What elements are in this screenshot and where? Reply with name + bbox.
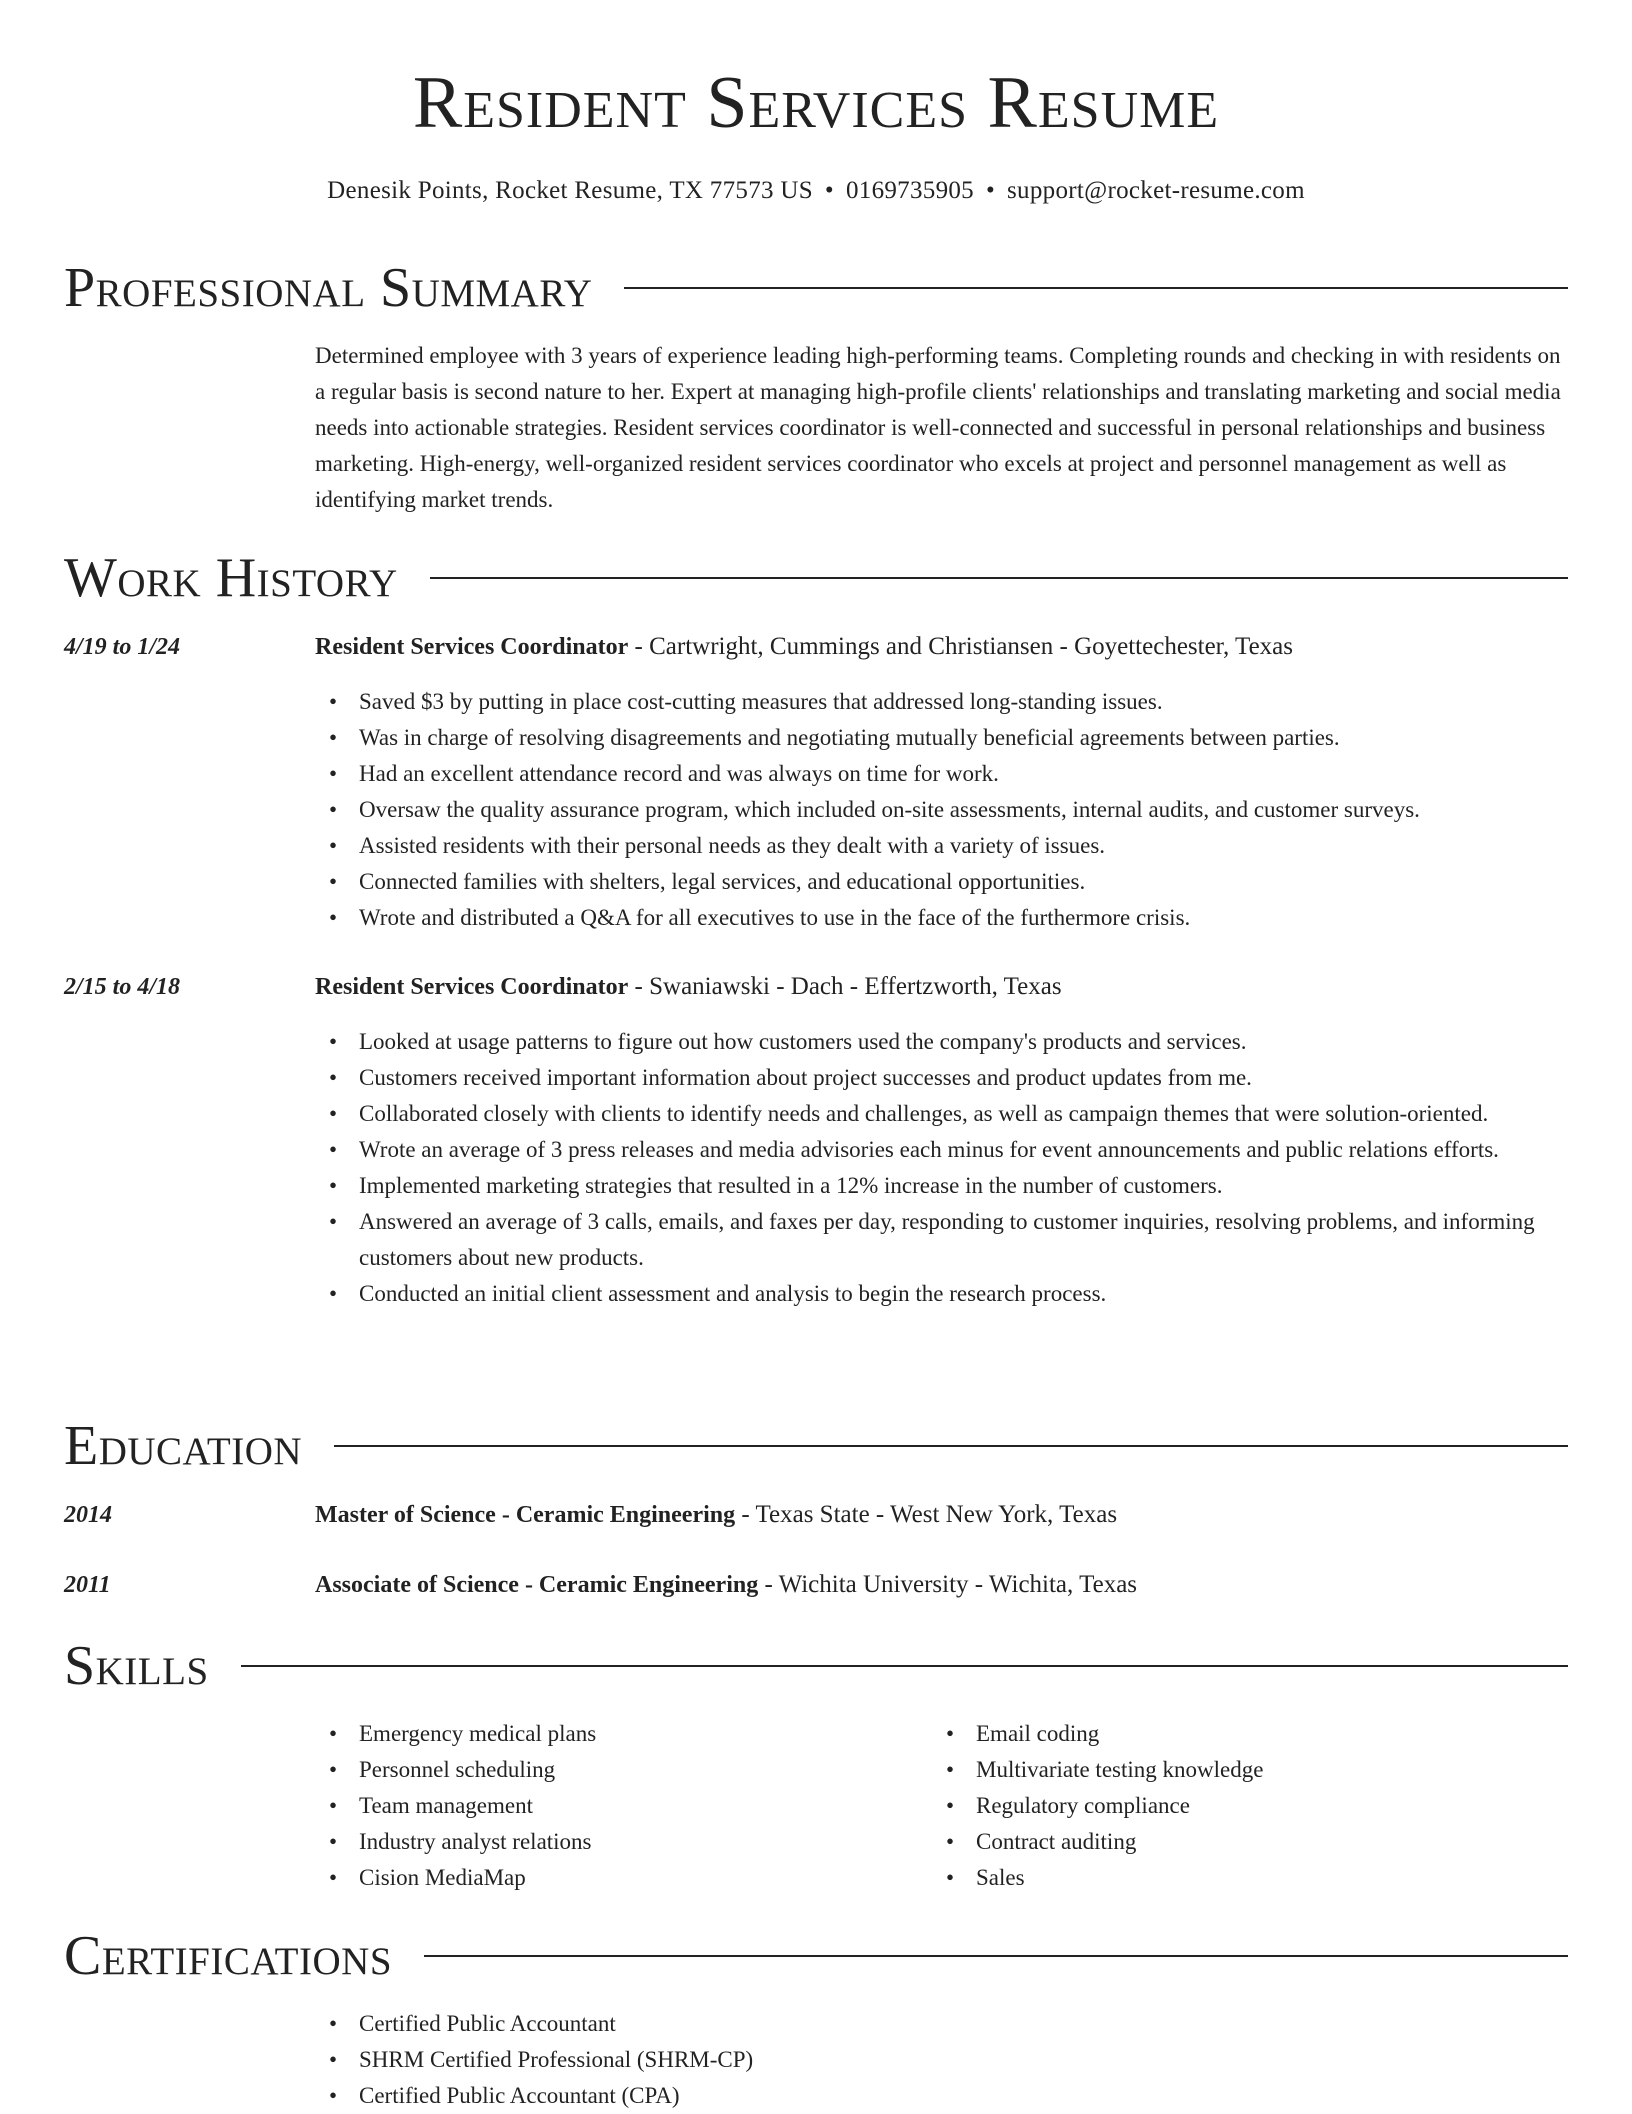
contact-separator: • [824, 177, 834, 204]
skill-item: • Emergency medical plans [359, 1716, 1609, 1752]
section-divider [624, 287, 1568, 289]
job-bullet: • Wrote and distributed a Q&A for all executives to use in the face of the furthermore crisis. [359, 900, 1609, 936]
section-header-certifications [64, 1921, 1568, 1991]
skill-item: • Personnel scheduling [359, 1752, 1609, 1788]
section-divider [424, 1955, 1568, 1957]
job-bullet: • Looked at usage patterns to figure out how customers used the company's products and services. [359, 1024, 1609, 1060]
education-entry [315, 1498, 1570, 1532]
skill-item: • Team management [359, 1788, 1609, 1824]
job-bullet: • Oversaw the quality assurance program, which included on-site assessments, internal audits, and customer surveys. [359, 792, 1609, 828]
job-bullet: • Customers received important information about project successes and product updates from me. [359, 1060, 1609, 1096]
job-bullet: • Was in charge of resolving disagreements and negotiating mutually beneficial agreements between parties. [359, 720, 1609, 756]
section-title-summary: Professional Summary [64, 257, 593, 319]
job-details: - Cartwright, Cummings and Christiansen - Goyettechester, Texas [628, 633, 1294, 660]
section-divider [334, 1445, 1568, 1447]
job-title: Resident Services Coordinator [315, 634, 629, 660]
section-title-skills: Skills [64, 1635, 209, 1697]
education-degree: Associate of Science - Ceramic Engineering [315, 1572, 759, 1598]
education-details: - Wichita University - Wichita, Texas [758, 1571, 1138, 1598]
certifications-list [315, 2006, 1609, 2114]
section-header-education [64, 1411, 1568, 1481]
education-details: - Texas State - West New York, Texas [735, 1501, 1118, 1528]
skills-list-right [932, 1716, 1632, 1896]
section-header-work-history [64, 543, 1568, 613]
skill-item: • Regulatory compliance [976, 1788, 1632, 1824]
section-header-summary [64, 253, 1568, 323]
job-bullet: • Implemented marketing strategies that resulted in a 12% increase in the number of customers. [359, 1168, 1609, 1204]
job-bullet: • Assisted residents with their personal needs as they dealt with a variety of issues. [359, 828, 1609, 864]
job-dates: 2/15 to 4/18 [64, 974, 181, 1000]
job-bullet: • Had an excellent attendance record and was always on time for work. [359, 756, 1609, 792]
section-title-certifications: Certifications [64, 1925, 393, 1987]
job-bullet: • Wrote an average of 3 press releases and media advisories each minus for event announcements and public relations efforts. [359, 1132, 1609, 1168]
section-header-skills [64, 1631, 1568, 1701]
job-details: - Swaniawski - Dach - Effertzworth, Texas [628, 973, 1062, 1000]
job-bullet: • Conducted an initial client assessment and analysis to begin the research process. [359, 1276, 1609, 1312]
education-year: 2011 [64, 1572, 111, 1598]
section-title-work-history: Work History [64, 547, 398, 609]
skill-item: • Contract auditing [976, 1824, 1632, 1860]
resume-title: Resident Services Resume [412, 62, 1220, 144]
job-bullet: • Saved $3 by putting in place cost-cutting measures that addressed long-standing issues. [359, 684, 1609, 720]
education-year: 2014 [64, 1502, 112, 1528]
job-bullet: • Answered an average of 3 calls, emails, and faxes per day, responding to customer inquiries, resolving problems, and informing customers about new products. [359, 1204, 1609, 1276]
job-bullets [315, 1024, 1609, 1312]
contact-separator: • [985, 177, 996, 204]
job-dates: 4/19 to 1/24 [64, 634, 181, 660]
job-bullet: • Connected families with shelters, legal services, and educational opportunities. [359, 864, 1609, 900]
job-bullet: • Collaborated closely with clients to identify needs and challenges, as well as campaign themes that were solution-oriented. [359, 1096, 1609, 1132]
section-divider [241, 1665, 1568, 1667]
job-heading [315, 970, 1570, 1004]
skill-item: • Cision MediaMap [359, 1860, 1609, 1896]
certification-item: • Certified Public Accountant [359, 2006, 1609, 2042]
section-divider [430, 577, 1568, 579]
skill-item: • Email coding [976, 1716, 1632, 1752]
contact-line [0, 173, 1632, 209]
contact-phone: 0169735905 [845, 177, 974, 204]
contact-address: Denesik Points, Rocket Resume, TX 77573 US [327, 177, 813, 204]
section-title-education: Education [64, 1415, 303, 1477]
education-degree: Master of Science - Ceramic Engineering [315, 1502, 736, 1528]
skill-item: • Industry analyst relations [359, 1824, 1609, 1860]
skill-item: • Multivariate testing knowledge [976, 1752, 1632, 1788]
skill-item: • Sales [976, 1860, 1632, 1896]
certification-item: • Certified Public Accountant (CPA) [359, 2078, 1609, 2114]
education-entry [315, 1568, 1570, 1602]
contact-email[interactable]: support@rocket-resume.com [1007, 177, 1305, 204]
job-bullets [315, 684, 1609, 936]
summary-text: Determined employee with 3 years of experience leading high-performing teams. Completing rounds and checking in with residents on a regular basis is second nature to her. Expert at managing high-profile clients' relationships and translating marketing and social media needs into actionable strategies. Resident services coordinator is well-connected and successful in personal relationships and business marketing. High-energy, well-organized resident services coordinator who excels at project and personnel management as well as identifying market trends. [315, 343, 1561, 512]
job-title: Resident Services Coordinator [315, 974, 629, 1000]
certification-item: • SHRM Certified Professional (SHRM-CP) [359, 2042, 1609, 2078]
job-heading [315, 630, 1570, 664]
